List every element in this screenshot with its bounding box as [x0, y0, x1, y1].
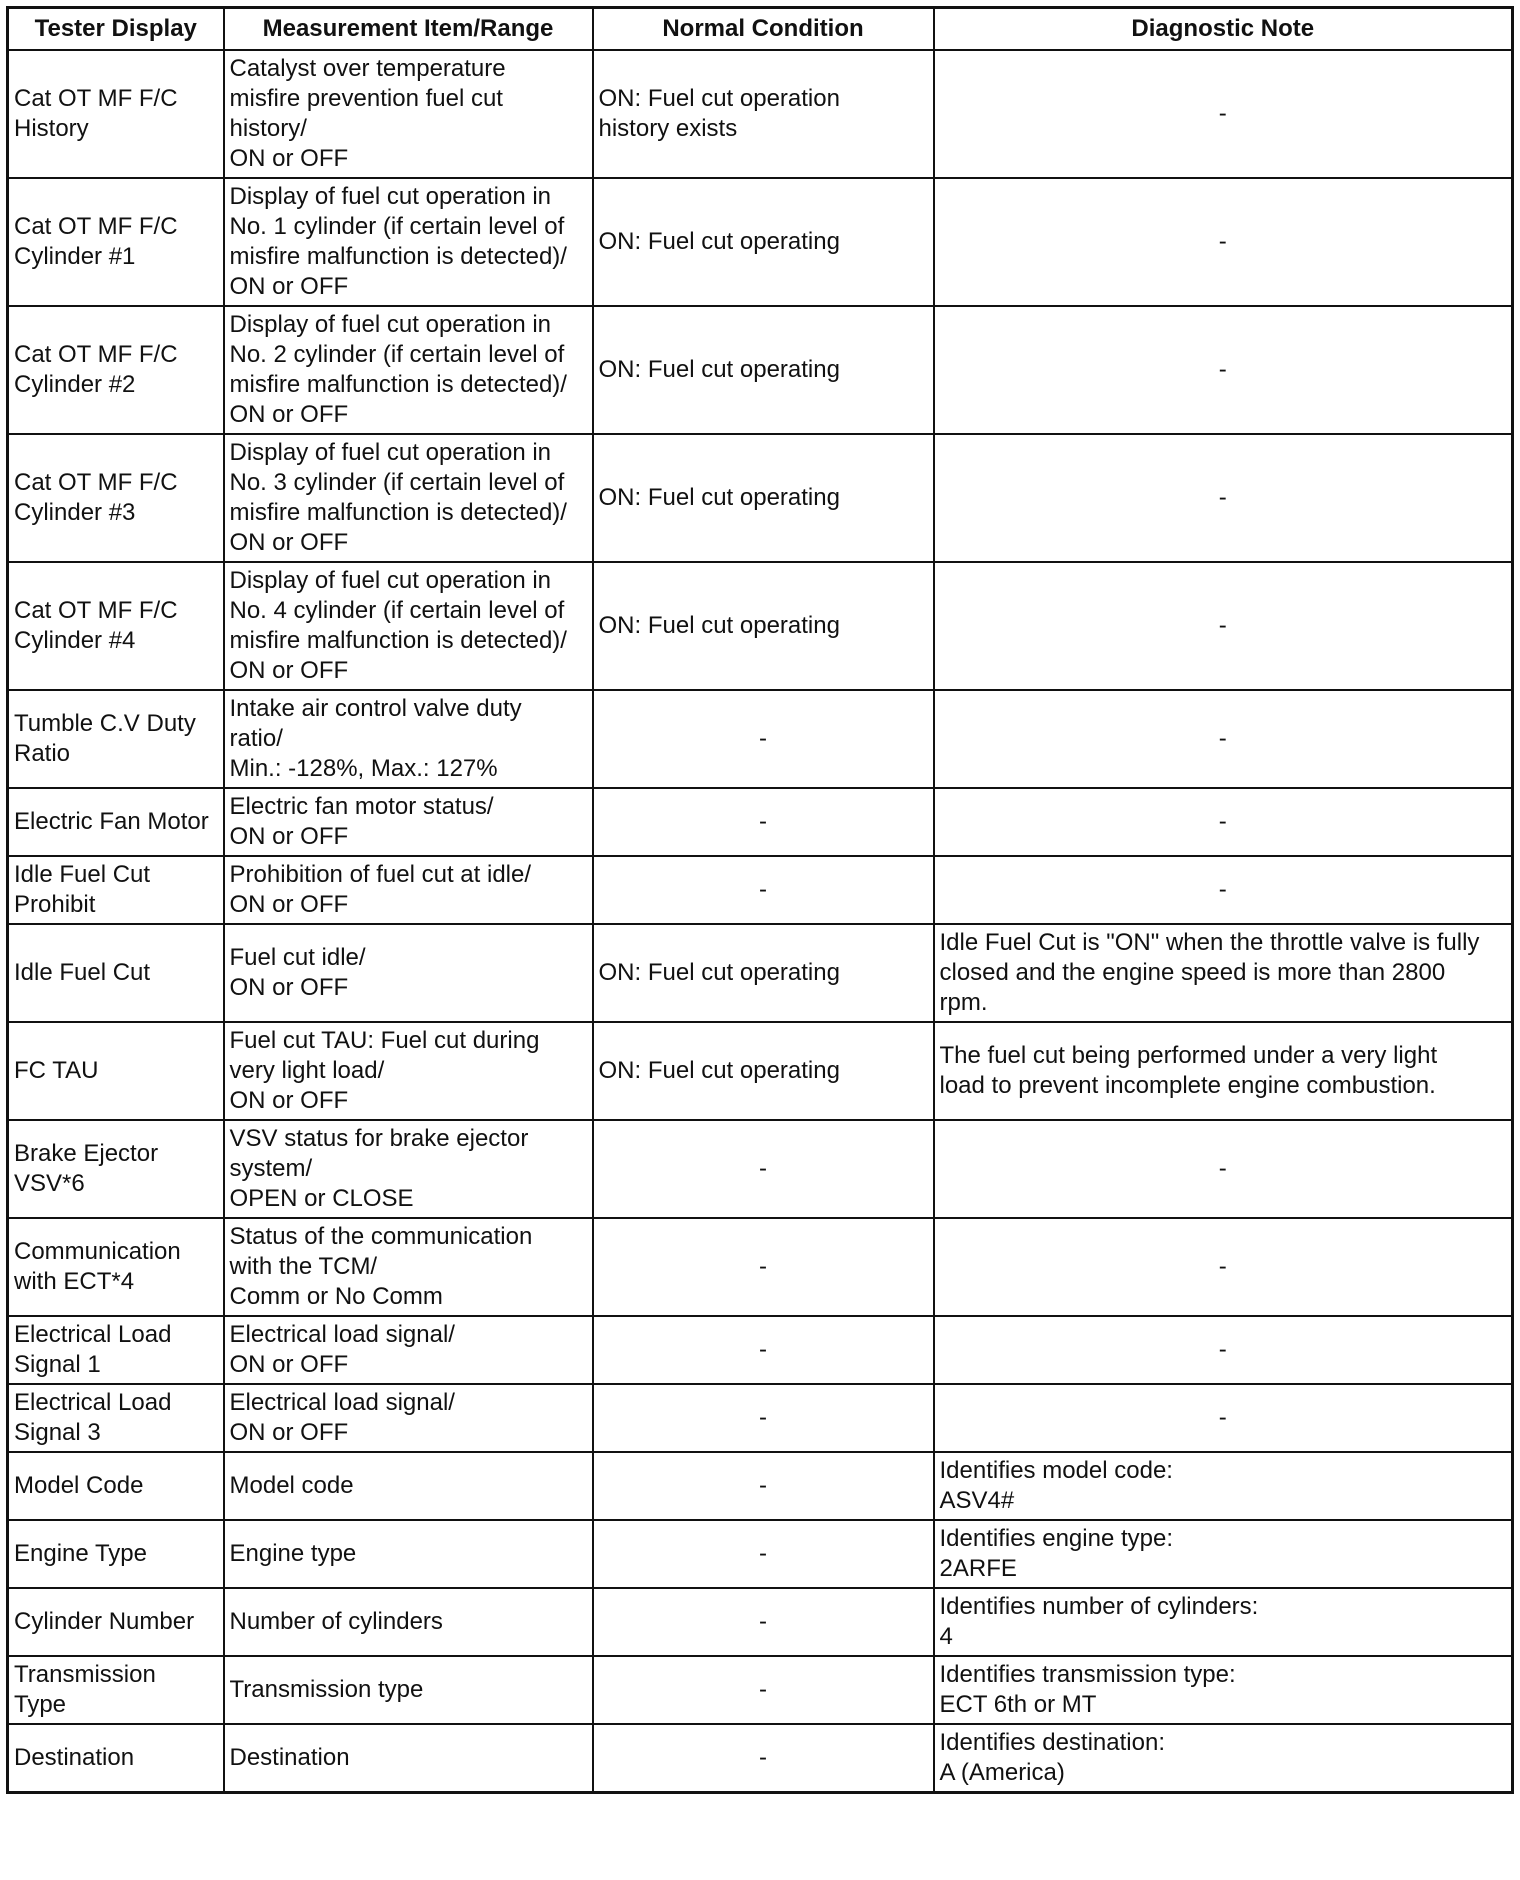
- cell-normal-condition: -: [593, 1588, 934, 1656]
- cell-diagnostic-note: -: [934, 1218, 1513, 1316]
- cell-normal-condition: ON: Fuel cut operating: [593, 562, 934, 690]
- cell-normal-condition: -: [593, 1218, 934, 1316]
- table-row: [8, 1218, 1513, 1316]
- cell-normal-condition: ON: Fuel cut operating: [593, 178, 934, 306]
- table-row: [8, 1384, 1513, 1452]
- cell-measurement-item: Catalyst over temperature misfire prevention fuel cut history/ ON or OFF: [224, 50, 593, 178]
- cell-measurement-item: Electrical load signal/ ON or OFF: [224, 1384, 593, 1452]
- table-row: [8, 1520, 1513, 1588]
- cell-measurement-item: Number of cylinders: [224, 1588, 593, 1656]
- cell-tester-display: Model Code: [8, 1452, 224, 1520]
- cell-tester-display: Electrical Load Signal 1: [8, 1316, 224, 1384]
- cell-measurement-item: Intake air control valve duty ratio/ Min.: -128%, Max.: 127%: [224, 690, 593, 788]
- cell-measurement-item: Display of fuel cut operation in No. 1 cylinder (if certain level of misfire malfunction is detected)/ ON or OFF: [224, 178, 593, 306]
- cell-normal-condition: -: [593, 1724, 934, 1793]
- cell-normal-condition: -: [593, 1384, 934, 1452]
- cell-measurement-item: Fuel cut TAU: Fuel cut during very light load/ ON or OFF: [224, 1022, 593, 1120]
- cell-diagnostic-note: -: [934, 856, 1513, 924]
- table-row: [8, 50, 1513, 178]
- table-row: [8, 856, 1513, 924]
- header-row: [8, 8, 1513, 51]
- cell-tester-display: Brake Ejector VSV*6: [8, 1120, 224, 1218]
- table-row: [8, 924, 1513, 1022]
- cell-diagnostic-note: -: [934, 562, 1513, 690]
- cell-measurement-item: Electric fan motor status/ ON or OFF: [224, 788, 593, 856]
- cell-diagnostic-note: -: [934, 788, 1513, 856]
- cell-diagnostic-note: -: [934, 1120, 1513, 1218]
- cell-normal-condition: -: [593, 1120, 934, 1218]
- cell-measurement-item: Fuel cut idle/ ON or OFF: [224, 924, 593, 1022]
- cell-normal-condition: ON: Fuel cut operating: [593, 434, 934, 562]
- table-row: [8, 690, 1513, 788]
- header-measurement-item: Measurement Item/Range: [224, 8, 593, 51]
- cell-measurement-item: Transmission type: [224, 1656, 593, 1724]
- header-tester-display: Tester Display: [8, 8, 224, 51]
- cell-diagnostic-note: Identifies transmission type: ECT 6th or MT: [934, 1656, 1513, 1724]
- cell-tester-display: Idle Fuel Cut: [8, 924, 224, 1022]
- cell-measurement-item: VSV status for brake ejector system/ OPEN or CLOSE: [224, 1120, 593, 1218]
- cell-diagnostic-note: The fuel cut being performed under a very light load to prevent incomplete engine combustion.: [934, 1022, 1513, 1120]
- cell-diagnostic-note: -: [934, 434, 1513, 562]
- cell-tester-display: Cat OT MF F/C Cylinder #4: [8, 562, 224, 690]
- cell-measurement-item: Destination: [224, 1724, 593, 1793]
- table-wrapper: [6, 6, 1514, 1794]
- cell-normal-condition: -: [593, 1452, 934, 1520]
- table-row: [8, 1588, 1513, 1656]
- cell-diagnostic-note: -: [934, 1384, 1513, 1452]
- cell-measurement-item: Display of fuel cut operation in No. 3 cylinder (if certain level of misfire malfunction is detected)/ ON or OFF: [224, 434, 593, 562]
- cell-normal-condition: ON: Fuel cut operating: [593, 306, 934, 434]
- cell-normal-condition: ON: Fuel cut operation history exists: [593, 50, 934, 178]
- cell-diagnostic-note: Identifies destination: A (America): [934, 1724, 1513, 1793]
- cell-tester-display: Engine Type: [8, 1520, 224, 1588]
- cell-tester-display: Tumble C.V Duty Ratio: [8, 690, 224, 788]
- cell-tester-display: Transmission Type: [8, 1656, 224, 1724]
- table-row: [8, 1656, 1513, 1724]
- header-normal-condition: Normal Condition: [593, 8, 934, 51]
- cell-normal-condition: -: [593, 856, 934, 924]
- table-row: [8, 562, 1513, 690]
- data-list-table: [6, 6, 1514, 1794]
- cell-measurement-item: Prohibition of fuel cut at idle/ ON or OFF: [224, 856, 593, 924]
- table-row: [8, 1022, 1513, 1120]
- cell-tester-display: FC TAU: [8, 1022, 224, 1120]
- cell-normal-condition: ON: Fuel cut operating: [593, 1022, 934, 1120]
- cell-normal-condition: -: [593, 690, 934, 788]
- cell-normal-condition: -: [593, 1656, 934, 1724]
- cell-tester-display: Cylinder Number: [8, 1588, 224, 1656]
- cell-diagnostic-note: -: [934, 178, 1513, 306]
- cell-diagnostic-note: Idle Fuel Cut is "ON" when the throttle valve is fully closed and the engine speed is more than 2800 rpm.: [934, 924, 1513, 1022]
- cell-tester-display: Communication with ECT*4: [8, 1218, 224, 1316]
- cell-diagnostic-note: -: [934, 690, 1513, 788]
- cell-normal-condition: -: [593, 1316, 934, 1384]
- cell-tester-display: Electric Fan Motor: [8, 788, 224, 856]
- cell-diagnostic-note: Identifies number of cylinders: 4: [934, 1588, 1513, 1656]
- cell-normal-condition: -: [593, 788, 934, 856]
- table-row: [8, 1452, 1513, 1520]
- cell-diagnostic-note: -: [934, 306, 1513, 434]
- table-row: [8, 306, 1513, 434]
- cell-measurement-item: Display of fuel cut operation in No. 4 cylinder (if certain level of misfire malfunction is detected)/ ON or OFF: [224, 562, 593, 690]
- table-row: [8, 1120, 1513, 1218]
- table-row: [8, 788, 1513, 856]
- cell-diagnostic-note: -: [934, 1316, 1513, 1384]
- cell-tester-display: Idle Fuel Cut Prohibit: [8, 856, 224, 924]
- cell-normal-condition: -: [593, 1520, 934, 1588]
- cell-normal-condition: ON: Fuel cut operating: [593, 924, 934, 1022]
- table-row: [8, 1316, 1513, 1384]
- header-diagnostic-note: Diagnostic Note: [934, 8, 1513, 51]
- table-row: [8, 1724, 1513, 1793]
- cell-tester-display: Cat OT MF F/C Cylinder #2: [8, 306, 224, 434]
- cell-measurement-item: Electrical load signal/ ON or OFF: [224, 1316, 593, 1384]
- cell-tester-display: Electrical Load Signal 3: [8, 1384, 224, 1452]
- cell-diagnostic-note: Identifies engine type: 2ARFE: [934, 1520, 1513, 1588]
- cell-measurement-item: Model code: [224, 1452, 593, 1520]
- table-row: [8, 434, 1513, 562]
- cell-tester-display: Cat OT MF F/C History: [8, 50, 224, 178]
- cell-diagnostic-note: -: [934, 50, 1513, 178]
- cell-diagnostic-note: Identifies model code: ASV4#: [934, 1452, 1513, 1520]
- cell-tester-display: Cat OT MF F/C Cylinder #3: [8, 434, 224, 562]
- cell-measurement-item: Display of fuel cut operation in No. 2 cylinder (if certain level of misfire malfunction is detected)/ ON or OFF: [224, 306, 593, 434]
- cell-measurement-item: Status of the communication with the TCM/ Comm or No Comm: [224, 1218, 593, 1316]
- table-body: [8, 50, 1513, 1793]
- cell-measurement-item: Engine type: [224, 1520, 593, 1588]
- cell-tester-display: Cat OT MF F/C Cylinder #1: [8, 178, 224, 306]
- table-row: [8, 178, 1513, 306]
- cell-tester-display: Destination: [8, 1724, 224, 1793]
